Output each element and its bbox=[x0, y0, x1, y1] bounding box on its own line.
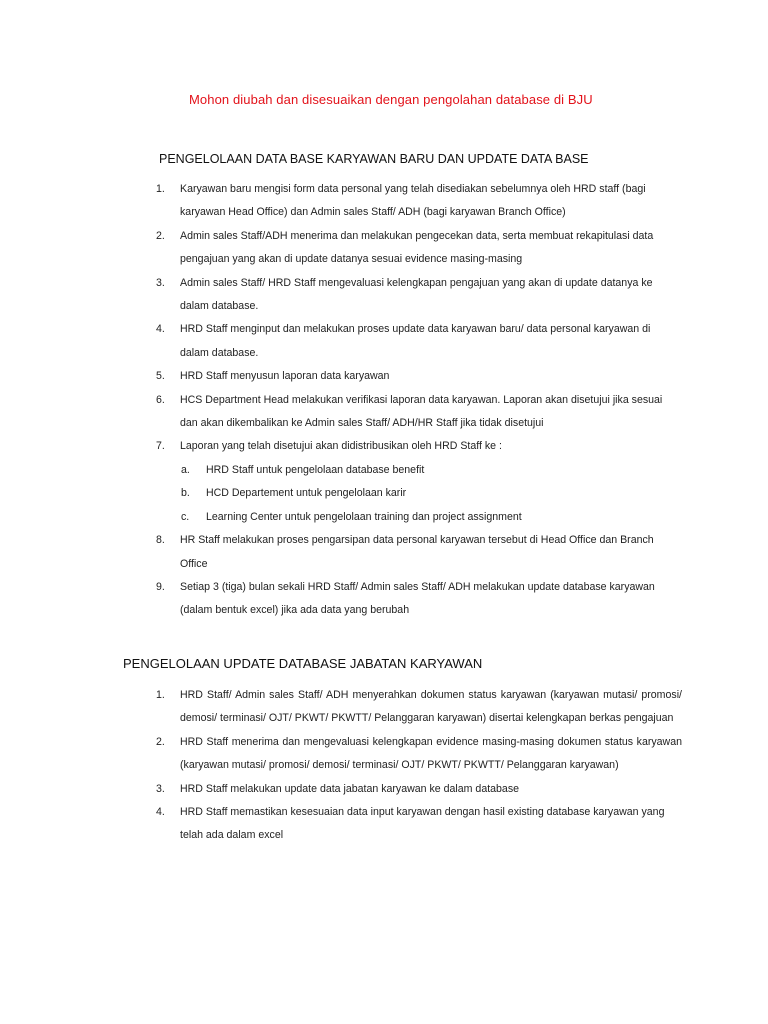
item-number: 8. bbox=[156, 534, 165, 547]
item-number: 3. bbox=[156, 782, 165, 795]
section1-title: PENGELOLAAN DATA BASE KARYAWAN BARU DAN UPDATE DATA BASE bbox=[159, 152, 589, 166]
sub-list-item bbox=[180, 482, 682, 505]
sub-item-text: HCD Departement untuk pengelolaan karir bbox=[206, 487, 407, 500]
item-number: 7. bbox=[156, 440, 165, 453]
item-text: HRD Staff menyusun laporan data karyawan bbox=[180, 370, 390, 383]
list-item bbox=[150, 225, 682, 272]
item-number: 6. bbox=[156, 393, 165, 406]
list-item bbox=[150, 778, 682, 801]
item-number: 5. bbox=[156, 370, 165, 383]
item-text: Admin sales Staff/ HRD Staff mengevaluasi kelengkapan pengajuan yang akan di update datanya ke dalam database. bbox=[180, 276, 653, 313]
section2-title: PENGELOLAAN UPDATE DATABASE JABATAN KARYAWAN bbox=[123, 656, 483, 671]
list-item bbox=[150, 365, 682, 388]
item-number: 4. bbox=[156, 323, 165, 336]
item-text: HRD Staff memastikan kesesuaian data input karyawan dengan hasil existing database karyawan yang telah ada dalam excel bbox=[180, 806, 665, 842]
item-text: Karyawan baru mengisi form data personal yang telah disediakan sebelumnya oleh HRD staff (bagi karyawan Head Office) dan Admin sales Staff/ ADH (bagi karyawan Branch Office) bbox=[180, 183, 646, 219]
item-number: 2. bbox=[156, 229, 165, 242]
list-item bbox=[150, 529, 682, 576]
sub-list-item bbox=[180, 506, 682, 529]
item-number: 1. bbox=[156, 689, 165, 701]
sub-item-text: HRD Staff untuk pengelolaan database benefit bbox=[206, 463, 425, 476]
list-item bbox=[150, 731, 682, 778]
sub-item-letter: c. bbox=[181, 510, 190, 523]
item-number: 9. bbox=[156, 580, 165, 593]
item-text: HRD Staff menginput dan melakukan proses update data karyawan baru/ data personal karyawan di dalam database. bbox=[180, 323, 651, 359]
sub-item-letter: a. bbox=[181, 463, 190, 476]
section2-list bbox=[150, 684, 682, 848]
list-item bbox=[150, 389, 682, 436]
list-item bbox=[150, 318, 682, 365]
item-text: Setiap 3 (tiga) bulan sekali HRD Staff/ Admin sales Staff/ ADH melakukan update database karyawan (dalam bentuk excel) jika ada data yang berubah bbox=[180, 580, 655, 617]
sub-list bbox=[180, 459, 682, 529]
item-text: HRD Staff melakukan update data jabatan karyawan ke dalam database bbox=[180, 782, 520, 795]
list-item bbox=[150, 576, 682, 623]
list-item bbox=[150, 801, 682, 848]
item-text: HCS Department Head melakukan verifikasi laporan data karyawan. Laporan akan disetujui jika sesuai dan akan dikembalikan ke Admin sales Staff/ ADH/HR Staff jika tidak disetujui bbox=[180, 393, 663, 430]
item-text: HR Staff melakukan proses pengarsipan data personal karyawan tersebut di Head Office dan Branch Office bbox=[180, 534, 654, 570]
list-item bbox=[150, 178, 682, 225]
item-text: Admin sales Staff/ADH menerima dan melakukan pengecekan data, serta membuat rekapitulasi data pengajuan yang akan di update datanya sesuai evidence masing-masing bbox=[180, 229, 654, 266]
notice-text: Mohon diubah dan disesuaikan dengan pengolahan database di BJU bbox=[189, 92, 593, 107]
item-number: 4. bbox=[156, 806, 165, 819]
list-item bbox=[150, 684, 682, 731]
sub-list-item bbox=[180, 459, 682, 482]
list-item bbox=[150, 272, 682, 319]
list-item bbox=[150, 435, 682, 529]
item-number: 2. bbox=[156, 735, 165, 748]
item-text: HRD Staff menerima dan mengevaluasi kelengkapan evidence masing-masing dokumen status karyawan (karyawan mutasi/ promosi/ demosi/ terminasi/ OJT/ PKWT/ PKWTT/ Pelanggaran karyawan) bbox=[180, 735, 682, 772]
sub-item-text: Learning Center untuk pengelolaan training dan project assignment bbox=[206, 510, 522, 523]
item-text: HRD Staff/ Admin sales Staff/ ADH menyerahkan dokumen status karyawan (karyawan mutasi/ promosi/ demosi/ terminasi/ OJT/ PKWT/ PKWTT/ Pelanggaran karyawan) disertai kelengkapan berkas pengajuan bbox=[180, 689, 682, 725]
item-number: 3. bbox=[156, 276, 165, 289]
item-number: 1. bbox=[156, 183, 165, 195]
item-text: Laporan yang telah disetujui akan didistribusikan oleh HRD Staff ke : bbox=[180, 440, 502, 453]
sub-item-letter: b. bbox=[181, 487, 190, 500]
section1-list bbox=[150, 178, 682, 623]
